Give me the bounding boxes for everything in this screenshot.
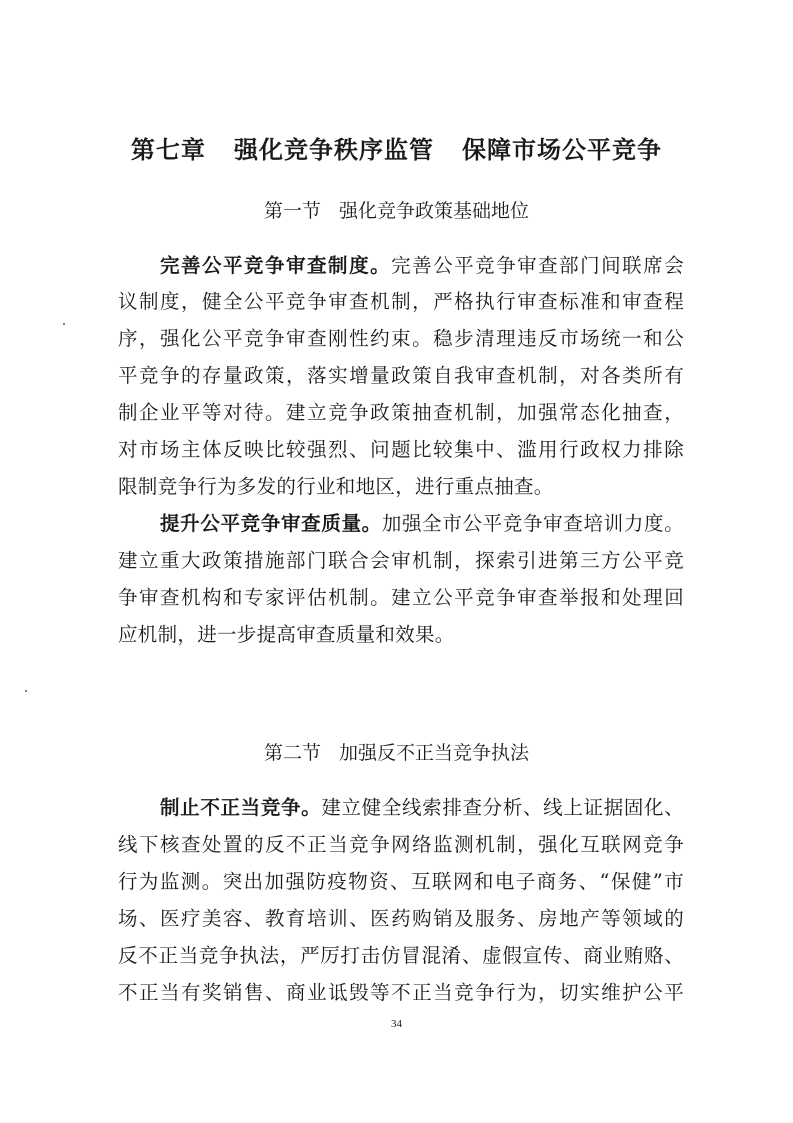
paragraph-line: 提升公平竞争审查质量。加强全市公平竞争审查培训力度。 <box>160 512 684 535</box>
paragraph-line: 不正当有奖销售、商业诋毁等不正当竞争行为，切实维护公平 <box>118 981 684 1004</box>
chapter-title: 第七章 强化竞争秩序监管 保障市场公平竞争 <box>130 135 663 164</box>
paragraph-line: 建立重大政策措施部门联合会审机制，探索引进第三方公平竞 <box>118 549 684 572</box>
paragraph-line: 行为监测。突出加强防疫物资、互联网和电子商务、“保健”市 <box>118 870 684 893</box>
paragraph-line: 序，强化公平竞争审查刚性约束。稳步清理违反市场统一和公 <box>118 327 684 350</box>
paragraph-line: 完善公平竞争审查制度。完善公平竞争审查部门间联席会 <box>160 254 684 277</box>
scan-speck <box>25 690 27 692</box>
page-number: 34 <box>391 1018 402 1030</box>
paragraph-line: 反不正当竞争执法，严厉打击仿冒混淆、虚假宣传、商业贿赂、 <box>118 944 684 967</box>
paragraph-line: 议制度，健全公平竞争审查机制，严格执行审查标准和审查程 <box>118 290 684 313</box>
paragraph-line: 平竞争的存量政策，落实增量政策自我审查机制，对各类所有 <box>118 364 684 387</box>
paragraph-line: 应机制，进一步提高审查质量和效果。 <box>118 623 455 646</box>
paragraph-lead: 制止不正当竞争。 <box>160 796 322 819</box>
paragraph-line: 制止不正当竞争。建立健全线索排查分析、线上证据固化、 <box>160 796 684 819</box>
paragraph-line: 限制竞争行为多发的行业和地区，进行重点抽查。 <box>118 475 554 498</box>
paragraph-line: 对市场主体反映比较强烈、问题比较集中、滥用行政权力排除 <box>118 438 684 461</box>
scan-speck <box>63 323 65 325</box>
paragraph-line: 制企业平等对待。建立竞争政策抽查机制，加强常态化抽查， <box>118 401 684 424</box>
paragraph-line: 争审查机构和专家评估机制。建立公平竞争审查举报和处理回 <box>118 586 684 609</box>
paragraph-line: 线下核查处置的反不正当竞争网络监测机制，强化互联网竞争 <box>118 833 684 856</box>
paragraph-lead: 完善公平竞争审查制度。 <box>160 254 392 277</box>
section-title-2: 第二节 加强反不正当竞争执法 <box>263 742 530 764</box>
paragraph-line: 场、医疗美容、教育培训、医药购销及服务、房地产等领域的 <box>118 907 684 930</box>
paragraph-lead: 提升公平竞争审查质量。 <box>160 512 382 535</box>
section-title-1: 第一节 强化竞争政策基础地位 <box>263 200 530 222</box>
